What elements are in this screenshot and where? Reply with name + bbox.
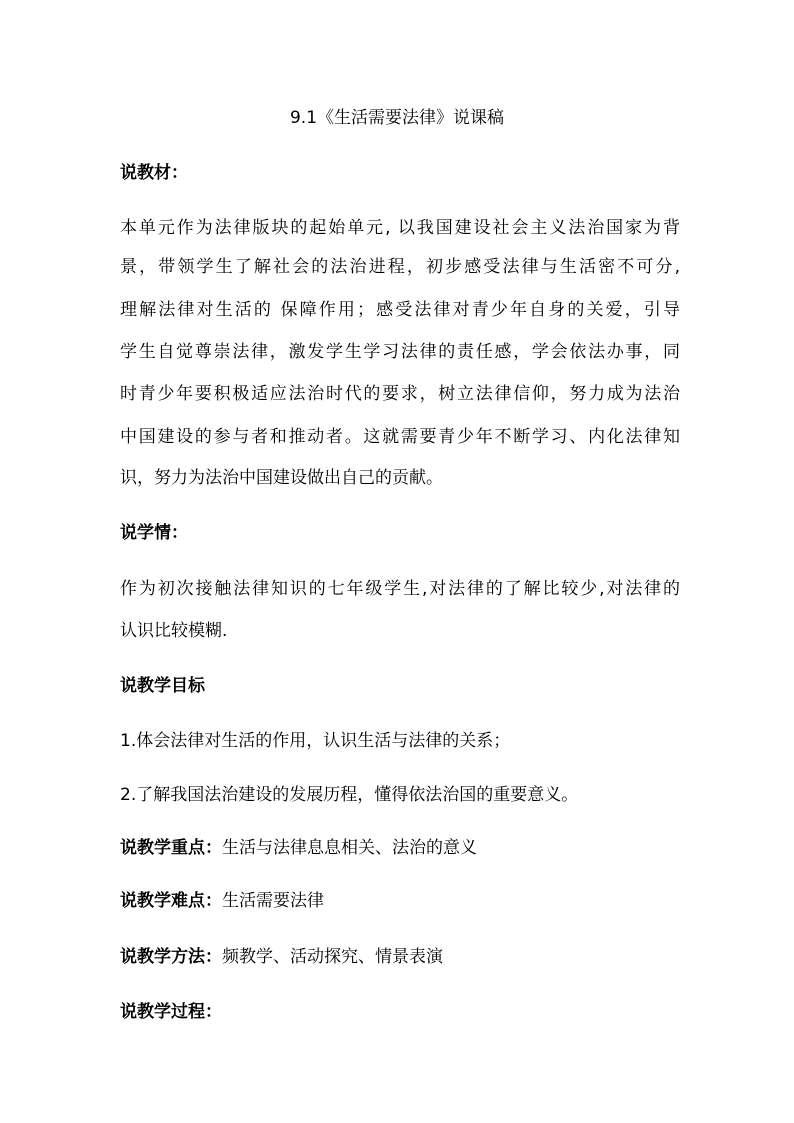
textbook-line-3: 理解法律对生活的 保障作用；感受法律对青少年自身的关爱，引导: [120, 300, 680, 320]
difficult-points-label: 说教学难点：: [120, 891, 222, 911]
textbook-line-6: 中国建设的参与者和推动者。这就需要青少年不断学习、内化法律知: [120, 427, 680, 447]
key-points-label: 说教学重点：: [120, 838, 222, 858]
textbook-line-2: 景，带领学生了解社会的法治进程，初步感受法律与生活密不可分,: [120, 257, 680, 277]
document-title: 9.1《生活需要法律》说课稿: [289, 108, 505, 128]
textbook-line-4: 学生自觉尊崇法律，激发学生学习法律的责任感，学会依法办事，同: [120, 342, 680, 362]
heading-textbook: 说教材：: [120, 163, 188, 183]
goal-item-1: 1.体会法律对生活的作用，认识生活与法律的关系；: [120, 731, 511, 751]
methods-label: 说教学方法：: [120, 947, 222, 967]
textbook-line-5: 时青少年要积极适应法治时代的要求，树立法律信仰，努力成为法治: [120, 384, 680, 404]
methods-text: 频教学、活动探究、情景表演: [222, 947, 443, 967]
textbook-line-7: 识，努力为法治中国建设做出自己的贡献。: [120, 468, 443, 488]
difficult-points-text: 生活需要法律: [222, 891, 324, 911]
heading-students: 说学情：: [120, 523, 188, 543]
students-line-2: 认识比较模糊.: [120, 621, 228, 641]
heading-goals: 说教学目标: [120, 676, 205, 696]
heading-process: 说教学过程：: [120, 1002, 222, 1022]
key-points-row: [120, 836, 680, 860]
goal-item-2: 2.了解我国法治建设的发展历程，懂得依法治国的重要意义。: [120, 785, 579, 805]
difficult-points-row: [120, 889, 680, 913]
students-line-1: 作为初次接触法律知识的七年级学生,对法律的了解比较少,对法律的: [120, 579, 680, 599]
methods-row: [120, 945, 680, 969]
key-points-text: 生活与法律息息相关、法治的意义: [222, 838, 477, 858]
textbook-line-1: 本单元作为法律版块的起始单元, 以我国建设社会主义法治国家为背: [120, 218, 680, 238]
